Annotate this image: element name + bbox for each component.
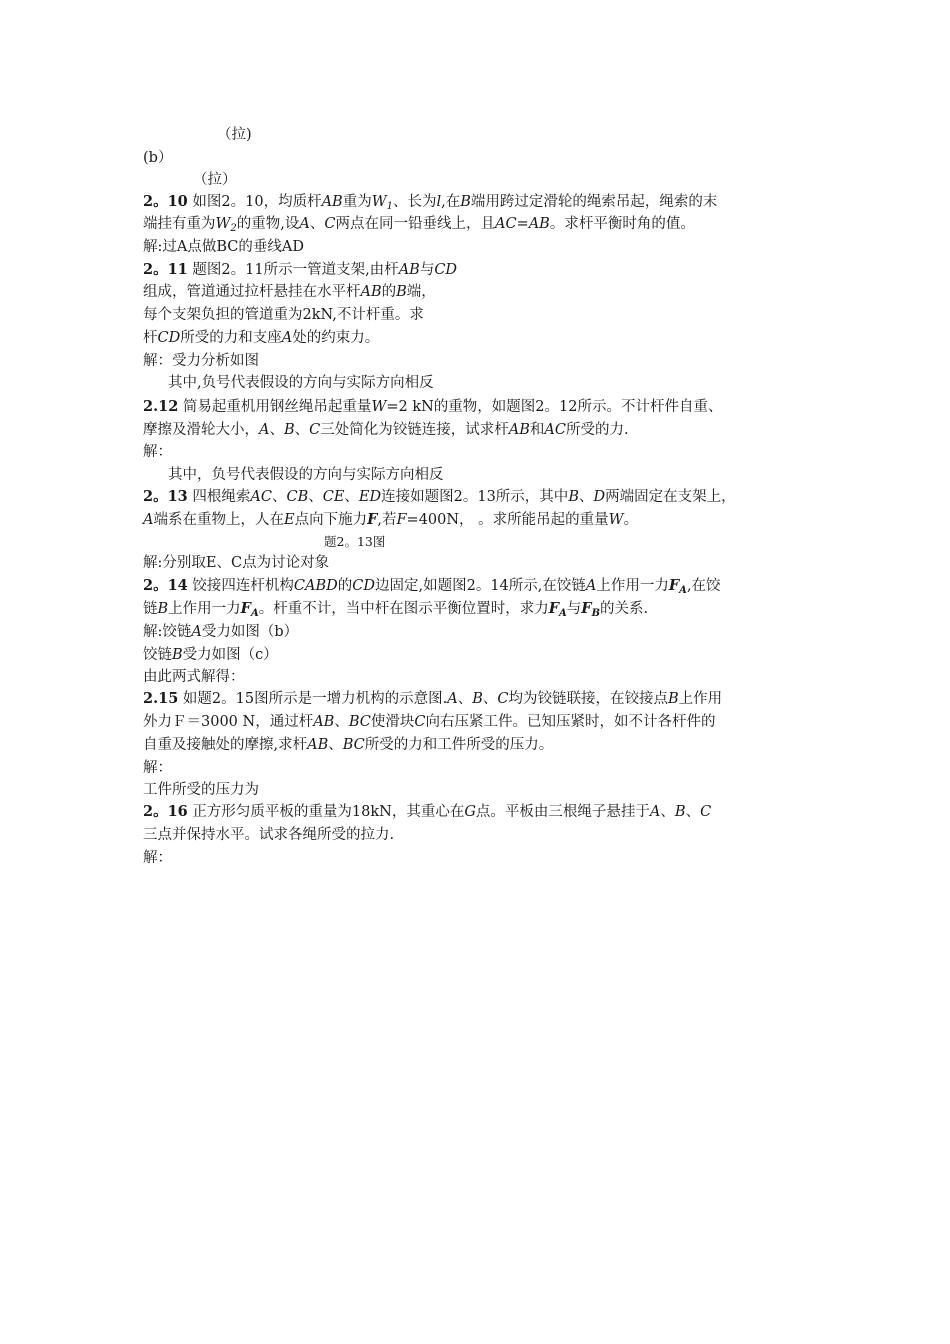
solution-2-10: 解:过A点做BC的垂线AD bbox=[143, 239, 304, 255]
solution-2-15-b: 工件所受的压力为 bbox=[143, 782, 259, 798]
solution-2-13: 解:分别取E、C点为讨论对象 bbox=[143, 555, 330, 571]
problem-2-11-line-4: 杆CD所受的力和支座A处的约束力。 bbox=[143, 330, 380, 346]
solution-2-14: 解:饺链A受力如图（b） bbox=[143, 624, 299, 640]
problem-2-10-line-2: 端挂有重为$W_2$的重物,设A、C两点在同一铅垂线上，且AC=AB。求杆平衡时角的值。 bbox=[143, 216, 695, 234]
problem-2-16-line-2: 三点并保持水平。试求各绳所受的拉力. bbox=[143, 827, 395, 843]
problem-2-13-line-2: A端系在重物上，人在E点向下施力F,若F=400N， 。求所能吊起的重量W。 bbox=[143, 511, 639, 528]
label-tension: （拉) bbox=[217, 127, 252, 143]
problem-2-16-line-1: 2。16 正方形匀质平板的重量为18kN，其重心在G点。平板由三根绳子悬挂于A、B、C bbox=[143, 803, 712, 820]
problem-2-15-line-3: 自重及接触处的摩擦,求杆AB、BC所受的力和工件所受的压力。 bbox=[143, 737, 554, 753]
problem-2-14-line-1: 2。14 饺接四连杆机构CABD的CD边固定,如题图2。14所示,在饺链A上作用一力$F_A$,在饺 bbox=[143, 577, 721, 596]
label-b: (b） bbox=[143, 150, 173, 166]
problem-2-11-line-2: 组成，管道通过拉杆悬挂在水平杆AB的B端， bbox=[143, 284, 436, 300]
figure-caption-2-13: 题2。13图 bbox=[324, 534, 386, 549]
label-tension-2: （拉） bbox=[193, 172, 237, 188]
solution-2-12: 解： bbox=[143, 444, 172, 460]
problem-2-15-line-1: 2.15 如题2。15图所示是一增力机构的示意图.A、B、C均为铰链联接，在铰接点B上作用 bbox=[143, 690, 723, 707]
problem-2-12-line-1: 2.12 简易起重机用钢丝绳吊起重量W=2 kN的重物，如题图2。12所示。不计杆件自重、 bbox=[143, 398, 723, 415]
problem-2-14-line-2: 链B上作用一力$F_A$。杆重不计，当中杆在图示平衡位置时，求力$F_A$与$F_B$的关系. bbox=[143, 600, 649, 619]
solution-2-12-note: 其中，负号代表假设的方向与实际方向相反 bbox=[168, 467, 444, 483]
problem-2-11-line-1: 2。11 题图2。11所示一管道支架,由杆AB与CD bbox=[143, 261, 458, 278]
solution-2-14-c: 由此两式解得： bbox=[143, 669, 245, 685]
problem-2-12-line-2: 摩擦及滑轮大小，A、B、C三处简化为铰链连接，试求杆AB和AC所受的力. bbox=[143, 422, 629, 438]
solution-2-16: 解： bbox=[143, 850, 172, 866]
problem-2-11-line-3: 每个支架负担的管道重为2kN,不计杆重。求 bbox=[143, 307, 424, 323]
solution-2-15: 解： bbox=[143, 760, 172, 776]
solution-2-11: 解：受力分析如图 bbox=[143, 353, 259, 369]
problem-2-15-line-2: 外力Ｆ＝3000 N，通过杆AB、BC使滑块C向右压紧工件。已知压紧时，如不计各杆件的 bbox=[143, 714, 716, 730]
problem-2-13-line-1: 2。13 四根绳索AC、CB、CE、ED连接如题图2。13所示，其中B、D两端固定在支架上， bbox=[143, 488, 736, 505]
solution-2-14-b: 饺链B受力如图（c） bbox=[143, 647, 278, 663]
problem-2-10-line-1: 2。10 如图2。10，均质杆AB重为$W_1$、长为l,在B端用跨过定滑轮的绳索吊起，绳索的末 bbox=[143, 193, 718, 212]
solution-2-11-note: 其中,负号代表假设的方向与实际方向相反 bbox=[168, 375, 434, 391]
